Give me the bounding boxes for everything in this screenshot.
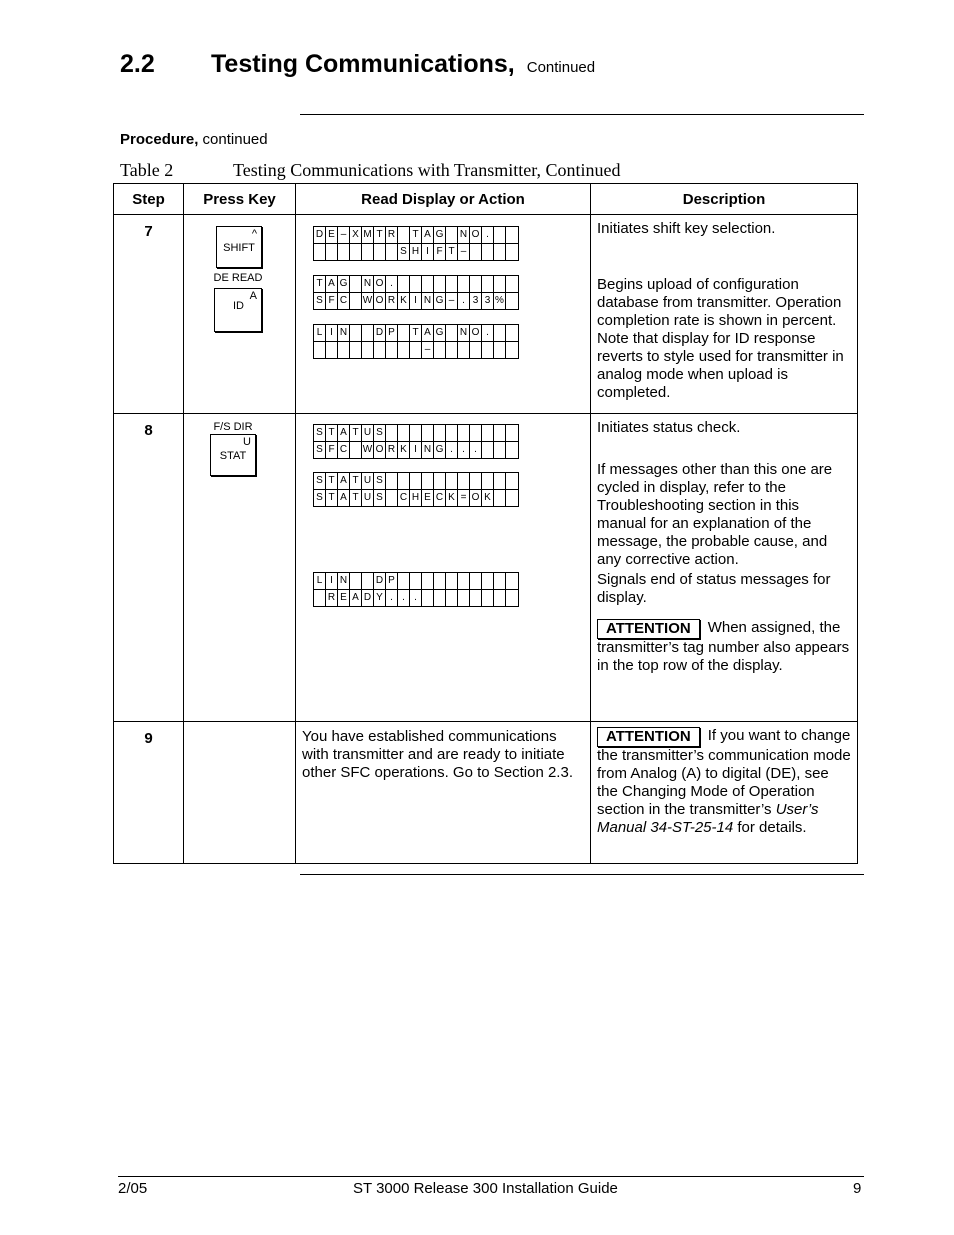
lcd-row xyxy=(314,341,518,358)
shift-key xyxy=(216,226,262,268)
lcd-char: H xyxy=(410,490,422,506)
lcd-char xyxy=(362,342,374,358)
attention-badge: ATTENTION xyxy=(597,727,700,747)
lcd-char: K xyxy=(398,442,410,458)
lcd-row xyxy=(314,573,518,589)
lcd-char xyxy=(446,342,458,358)
procedure-heading xyxy=(120,131,268,148)
lcd-char xyxy=(350,325,362,341)
lcd-char: L xyxy=(314,573,326,589)
footer-title: ST 3000 Release 300 Installation Guide xyxy=(353,1180,618,1197)
lcd-char: X xyxy=(350,227,362,243)
table-label: Table 2 xyxy=(120,160,174,180)
lcd-row xyxy=(314,473,518,489)
footer-date: 2/05 xyxy=(118,1180,148,1197)
lcd-char xyxy=(434,276,446,292)
lcd-char: N xyxy=(338,573,350,589)
lcd-char: . xyxy=(482,325,494,341)
lcd-char: G xyxy=(434,293,446,309)
lcd-char xyxy=(446,325,458,341)
lcd-char xyxy=(362,573,374,589)
lcd-char: U xyxy=(362,425,374,441)
lcd-char xyxy=(422,590,434,606)
lcd-char xyxy=(506,425,518,441)
id-key xyxy=(214,288,262,332)
table-row-step-8 xyxy=(114,414,858,722)
lcd-char: . xyxy=(398,590,410,606)
lcd-char xyxy=(482,473,494,489)
section-title-text: Testing Communications, xyxy=(211,50,515,78)
section-continued: Continued xyxy=(526,59,596,76)
lcd-char: S xyxy=(314,293,326,309)
lcd-row xyxy=(314,425,518,441)
lcd-char: G xyxy=(338,276,350,292)
lcd-char: A xyxy=(422,325,434,341)
lcd-char: E xyxy=(326,227,338,243)
table-caption xyxy=(120,160,621,181)
lcd-char: K xyxy=(446,490,458,506)
action-text: You have established communications with transmitter and are ready to initiate other SFC operations. Go to Section 2.3. xyxy=(302,728,573,781)
stat-key xyxy=(210,434,256,476)
lcd-char: – xyxy=(458,244,470,260)
lcd-char: S xyxy=(314,425,326,441)
lcd-char xyxy=(494,573,506,589)
lcd-char: C xyxy=(338,293,350,309)
lcd-row xyxy=(314,292,518,309)
lcd-display xyxy=(313,424,519,459)
lcd-char: . xyxy=(458,442,470,458)
procedure-table xyxy=(113,183,858,864)
lcd-char: S xyxy=(374,473,386,489)
lcd-char: % xyxy=(494,293,506,309)
lcd-char: N xyxy=(338,325,350,341)
shift-key-label: SHIFT xyxy=(223,242,255,254)
lcd-char xyxy=(470,244,482,260)
lcd-char xyxy=(482,342,494,358)
description-text: Initiates shift key selection. xyxy=(597,220,776,237)
lcd-char xyxy=(410,342,422,358)
lcd-char xyxy=(422,473,434,489)
lcd-char: T xyxy=(410,325,422,341)
lcd-char xyxy=(374,342,386,358)
table-row-step-9 xyxy=(114,722,858,864)
lcd-char: W xyxy=(362,442,374,458)
description-text: Signals end of status messages for display. xyxy=(597,571,831,606)
lcd-char: T xyxy=(350,490,362,506)
lcd-char: – xyxy=(422,342,434,358)
lcd-char: S xyxy=(374,490,386,506)
lcd-char: S xyxy=(398,244,410,260)
lcd-char: O xyxy=(374,276,386,292)
lcd-char xyxy=(398,227,410,243)
lcd-char xyxy=(470,425,482,441)
press-key-cell xyxy=(184,215,296,414)
lcd-char: I xyxy=(326,325,338,341)
stat-key-label: STAT xyxy=(219,450,247,462)
lcd-char xyxy=(506,342,518,358)
lcd-char xyxy=(506,325,518,341)
press-key-cell xyxy=(184,414,296,722)
lcd-char: T xyxy=(446,244,458,260)
lcd-display xyxy=(313,472,519,507)
lcd-char: D xyxy=(374,573,386,589)
lcd-char xyxy=(482,590,494,606)
lcd-char: – xyxy=(338,227,350,243)
top-divider xyxy=(300,114,864,115)
lcd-char: P xyxy=(386,325,398,341)
lcd-char: T xyxy=(410,227,422,243)
lcd-char: A xyxy=(326,276,338,292)
description-text: Initiates status check. xyxy=(597,419,741,436)
lcd-char xyxy=(482,244,494,260)
lcd-char: D xyxy=(374,325,386,341)
lcd-char xyxy=(398,342,410,358)
lcd-char xyxy=(494,276,506,292)
id-key-label: ID xyxy=(233,300,244,312)
lcd-char xyxy=(494,227,506,243)
lcd-char: 3 xyxy=(470,293,482,309)
lcd-char xyxy=(446,590,458,606)
lcd-char xyxy=(506,490,518,506)
section-title xyxy=(211,50,595,79)
lcd-char: M xyxy=(362,227,374,243)
lcd-row xyxy=(314,325,518,341)
description-text: If messages other than this one are cycled in display, refer to the Troubleshooting section in this manual for an explanation of the message, the probable cause, and any corrective action. xyxy=(597,461,833,568)
lcd-char xyxy=(398,573,410,589)
lcd-char xyxy=(482,276,494,292)
lcd-display xyxy=(313,324,519,359)
lcd-char xyxy=(338,244,350,260)
header-step: Step xyxy=(114,184,184,215)
lcd-char xyxy=(410,276,422,292)
lcd-char xyxy=(506,276,518,292)
table-title: Testing Communications with Transmitter, Continued xyxy=(233,160,621,180)
lcd-char xyxy=(494,490,506,506)
procedure-rest: continued xyxy=(198,131,268,148)
lcd-char xyxy=(458,276,470,292)
lcd-row xyxy=(314,227,518,243)
lcd-char: . xyxy=(446,442,458,458)
lcd-char xyxy=(362,244,374,260)
lcd-char: N xyxy=(458,227,470,243)
lcd-char xyxy=(482,425,494,441)
lcd-char: U xyxy=(362,490,374,506)
stat-key-symbol: U xyxy=(243,436,251,448)
lcd-char: G xyxy=(434,227,446,243)
lcd-char xyxy=(410,573,422,589)
fs-dir-label: F/S DIR xyxy=(213,421,253,433)
description-cell xyxy=(591,722,858,864)
lcd-char: U xyxy=(362,473,374,489)
lcd-char: 3 xyxy=(482,293,494,309)
lcd-char: O xyxy=(374,442,386,458)
lcd-char xyxy=(434,342,446,358)
lcd-char xyxy=(350,573,362,589)
lcd-char xyxy=(314,590,326,606)
lcd-char xyxy=(410,473,422,489)
lcd-char: N xyxy=(422,293,434,309)
lcd-char: N xyxy=(362,276,374,292)
lcd-char: . xyxy=(386,276,398,292)
lcd-char: F xyxy=(326,293,338,309)
lcd-row xyxy=(314,489,518,506)
bottom-divider xyxy=(300,874,864,875)
lcd-char xyxy=(506,293,518,309)
attention-note xyxy=(597,619,851,675)
lcd-char: D xyxy=(314,227,326,243)
lcd-char: T xyxy=(326,473,338,489)
lcd-char xyxy=(458,573,470,589)
lcd-char xyxy=(398,325,410,341)
lcd-char xyxy=(434,425,446,441)
lcd-char: . xyxy=(386,590,398,606)
header-description: Description xyxy=(591,184,858,215)
lcd-char xyxy=(494,442,506,458)
lcd-char: E xyxy=(338,590,350,606)
lcd-char xyxy=(494,325,506,341)
lcd-char xyxy=(434,473,446,489)
lcd-char xyxy=(386,490,398,506)
lcd-char: T xyxy=(314,276,326,292)
lcd-char: R xyxy=(326,590,338,606)
lcd-row xyxy=(314,589,518,606)
lcd-char xyxy=(494,244,506,260)
table-header-row xyxy=(114,184,858,215)
lcd-char: G xyxy=(434,325,446,341)
lcd-char: R xyxy=(386,293,398,309)
lcd-char xyxy=(434,590,446,606)
lcd-char xyxy=(398,473,410,489)
lcd-char: . xyxy=(410,590,422,606)
lcd-char: W xyxy=(362,293,374,309)
lcd-char: K xyxy=(482,490,494,506)
lcd-char: T xyxy=(350,473,362,489)
lcd-char xyxy=(362,325,374,341)
lcd-char xyxy=(506,473,518,489)
lcd-char xyxy=(506,590,518,606)
header-press-key: Press Key xyxy=(184,184,296,215)
lcd-row xyxy=(314,276,518,292)
procedure-bold: Procedure, xyxy=(120,131,199,148)
lcd-char xyxy=(422,573,434,589)
lcd-char: T xyxy=(326,490,338,506)
lcd-char: S xyxy=(374,425,386,441)
lcd-char: A xyxy=(338,473,350,489)
lcd-char xyxy=(422,276,434,292)
lcd-char: S xyxy=(314,442,326,458)
header-read-display: Read Display or Action xyxy=(296,184,591,215)
lcd-char xyxy=(494,473,506,489)
lcd-char xyxy=(350,342,362,358)
lcd-char: A xyxy=(422,227,434,243)
lcd-char xyxy=(470,342,482,358)
lcd-char xyxy=(506,227,518,243)
press-key-cell xyxy=(184,722,296,864)
lcd-char: K xyxy=(398,293,410,309)
lcd-char xyxy=(458,342,470,358)
description-cell xyxy=(591,215,858,414)
lcd-char: A xyxy=(338,425,350,441)
lcd-char: N xyxy=(458,325,470,341)
lcd-char xyxy=(386,473,398,489)
display-cell xyxy=(296,414,591,722)
lcd-char xyxy=(398,425,410,441)
lcd-char xyxy=(494,590,506,606)
shift-key-symbol: ^ xyxy=(251,228,257,240)
lcd-char xyxy=(446,276,458,292)
lcd-char xyxy=(470,590,482,606)
lcd-char: T xyxy=(326,425,338,441)
lcd-char: = xyxy=(458,490,470,506)
lcd-char: C xyxy=(338,442,350,458)
lcd-char: L xyxy=(314,325,326,341)
lcd-char: O xyxy=(374,293,386,309)
manual-reference: User’s Manual 34-ST-25-14 xyxy=(597,801,819,836)
lcd-char: A xyxy=(338,490,350,506)
lcd-char xyxy=(338,342,350,358)
lcd-char: – xyxy=(446,293,458,309)
lcd-char xyxy=(326,244,338,260)
lcd-char xyxy=(422,425,434,441)
lcd-char: I xyxy=(410,442,422,458)
lcd-char xyxy=(398,276,410,292)
footer-page-number: 9 xyxy=(853,1180,862,1197)
lcd-char xyxy=(374,244,386,260)
lcd-char xyxy=(350,293,362,309)
lcd-char xyxy=(350,244,362,260)
lcd-char xyxy=(314,342,326,358)
lcd-char xyxy=(386,342,398,358)
lcd-char xyxy=(482,573,494,589)
lcd-char xyxy=(446,573,458,589)
de-read-label: DE READ xyxy=(213,272,263,284)
lcd-char: R xyxy=(386,227,398,243)
lcd-char xyxy=(434,573,446,589)
lcd-char xyxy=(458,425,470,441)
lcd-char xyxy=(314,244,326,260)
description-cell xyxy=(591,414,858,722)
id-key-symbol: A xyxy=(249,290,257,302)
lcd-char xyxy=(386,244,398,260)
lcd-char: O xyxy=(470,490,482,506)
lcd-char xyxy=(350,276,362,292)
lcd-char xyxy=(506,442,518,458)
lcd-char: I xyxy=(422,244,434,260)
attention-text: If you want to change the transmitter’s communication mode from Analog (A) to digital (DE), see the Changing Mode of Operation section in the transmitter’s xyxy=(597,727,851,818)
lcd-char xyxy=(470,473,482,489)
action-cell xyxy=(296,722,591,864)
lcd-char xyxy=(458,590,470,606)
lcd-char: A xyxy=(350,590,362,606)
attention-badge: ATTENTION xyxy=(597,619,700,639)
lcd-char: D xyxy=(362,590,374,606)
lcd-char xyxy=(326,342,338,358)
lcd-char xyxy=(470,573,482,589)
lcd-char: Y xyxy=(374,590,386,606)
lcd-char: C xyxy=(434,490,446,506)
lcd-char xyxy=(386,425,398,441)
lcd-char xyxy=(458,473,470,489)
lcd-display xyxy=(313,572,519,607)
step-number: 8 xyxy=(114,414,184,722)
lcd-char: N xyxy=(422,442,434,458)
lcd-char: S xyxy=(314,473,326,489)
lcd-char: . xyxy=(458,293,470,309)
lcd-row xyxy=(314,441,518,458)
attention-note xyxy=(597,727,851,837)
attention-text-end: for details. xyxy=(733,819,807,836)
lcd-char xyxy=(494,425,506,441)
lcd-char xyxy=(446,227,458,243)
lcd-char: C xyxy=(398,490,410,506)
description-text: Begins upload of configuration database from transmitter. Operation completion rate is shown in percent. Note that display for ID response reverts to style used for transmitter in analog mode when upload is completed. xyxy=(597,276,844,401)
table-row-step-7 xyxy=(114,215,858,414)
lcd-char: O xyxy=(470,227,482,243)
lcd-char: R xyxy=(386,442,398,458)
attention-text: When assigned, the transmitter’s tag number also appears in the top row of the display. xyxy=(597,619,850,674)
lcd-char: I xyxy=(326,573,338,589)
lcd-char xyxy=(482,442,494,458)
lcd-char: . xyxy=(482,227,494,243)
lcd-char: T xyxy=(374,227,386,243)
lcd-char: G xyxy=(434,442,446,458)
lcd-char xyxy=(470,276,482,292)
lcd-char: F xyxy=(326,442,338,458)
display-cell xyxy=(296,215,591,414)
footer-rule xyxy=(118,1176,864,1177)
lcd-char xyxy=(446,473,458,489)
lcd-char xyxy=(506,573,518,589)
section-number: 2.2 xyxy=(120,50,155,78)
step-number: 9 xyxy=(114,722,184,864)
lcd-char xyxy=(446,425,458,441)
lcd-char xyxy=(350,442,362,458)
lcd-char xyxy=(506,244,518,260)
lcd-char xyxy=(410,425,422,441)
lcd-display xyxy=(313,275,519,310)
step-number: 7 xyxy=(114,215,184,414)
lcd-char: I xyxy=(410,293,422,309)
lcd-row xyxy=(314,243,518,260)
lcd-char: F xyxy=(434,244,446,260)
lcd-char: H xyxy=(410,244,422,260)
lcd-char: O xyxy=(470,325,482,341)
lcd-display xyxy=(313,226,519,261)
lcd-char: E xyxy=(422,490,434,506)
lcd-char: S xyxy=(314,490,326,506)
lcd-char: P xyxy=(386,573,398,589)
lcd-char: T xyxy=(350,425,362,441)
lcd-char: . xyxy=(470,442,482,458)
lcd-char xyxy=(494,342,506,358)
